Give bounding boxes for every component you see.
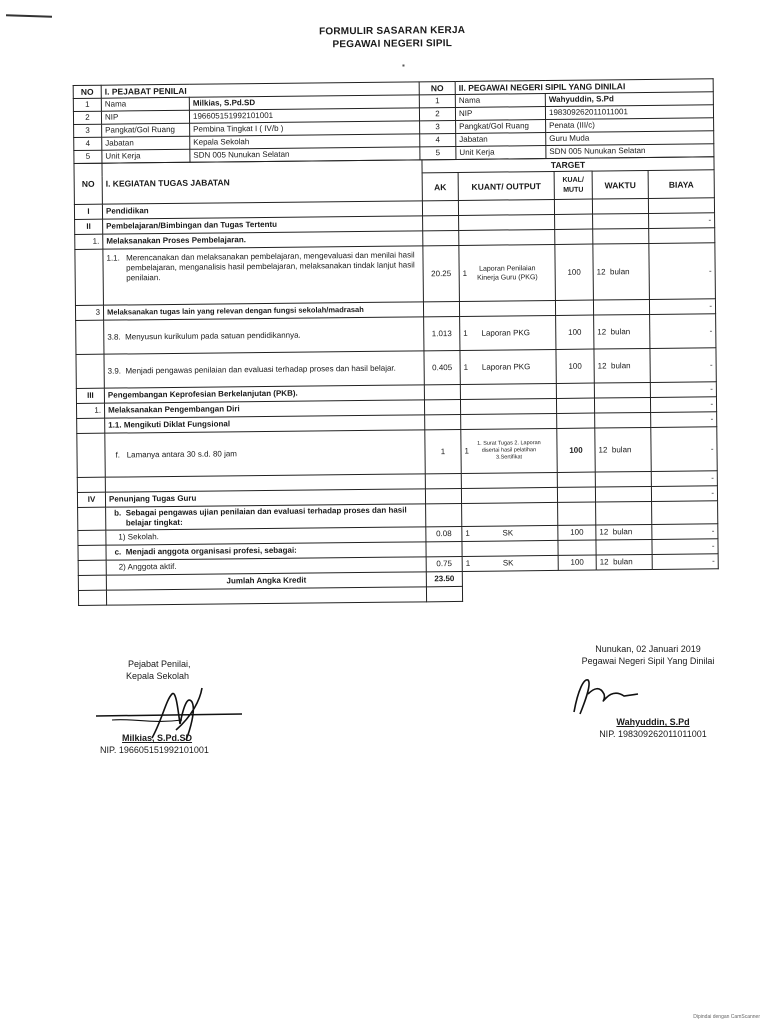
output-value: Laporan PKG bbox=[481, 361, 531, 372]
target-header: TARGET bbox=[422, 157, 714, 173]
kual-cell bbox=[556, 383, 594, 398]
kuant-cell bbox=[459, 300, 555, 316]
ak-cell bbox=[423, 215, 459, 230]
kuant-value: 1 bbox=[464, 446, 470, 456]
waktu-cell bbox=[593, 213, 649, 229]
kual-cell bbox=[555, 214, 593, 229]
waktu-cell bbox=[596, 501, 652, 525]
pejabat-row-label: Pangkat/Gol Ruang bbox=[102, 123, 190, 137]
output-value: SK bbox=[502, 558, 514, 568]
row-no bbox=[78, 560, 106, 575]
scan-mark bbox=[6, 14, 52, 18]
pejabat-row-label: Unit Kerja bbox=[102, 149, 190, 163]
ak-cell bbox=[424, 399, 460, 414]
biaya-cell: - bbox=[650, 314, 716, 349]
ak-cell bbox=[425, 488, 461, 503]
ak-header: AK bbox=[422, 172, 458, 200]
kual-cell bbox=[558, 502, 596, 525]
item-number: 3.8. bbox=[107, 332, 121, 342]
ak-cell bbox=[423, 230, 459, 245]
signature-right-scribble bbox=[560, 670, 650, 720]
ak-cell: 20.25 bbox=[423, 245, 460, 301]
output-value: Laporan Penilaian Kinerja Guru (PKG) bbox=[477, 264, 538, 282]
biaya-cell: - bbox=[649, 243, 716, 300]
waktu-unit: bulan bbox=[612, 557, 633, 567]
form-title bbox=[72, 21, 712, 54]
row-no bbox=[75, 249, 104, 305]
waktu-cell bbox=[594, 348, 650, 383]
empty-cell bbox=[652, 569, 718, 585]
left-sig-line1: Pejabat Penilai, bbox=[128, 659, 191, 669]
pejabat-no-header: NO bbox=[73, 85, 101, 98]
empty-cell bbox=[558, 570, 596, 585]
item-description: Menjadi pengawas penilaian dan evaluasi terhadap proses dan hasil belajar. bbox=[125, 363, 396, 375]
item-description: Menjadi anggota organisasi profesi, sebagai: bbox=[125, 545, 297, 557]
kuant-cell bbox=[459, 244, 556, 301]
waktu-cell bbox=[595, 412, 651, 428]
kual-cell: 100 bbox=[556, 349, 594, 383]
kuant-value: 1 bbox=[463, 362, 469, 372]
signature-block-left-name bbox=[100, 732, 320, 756]
kuant-value: 1 bbox=[465, 558, 471, 568]
pejabat-row-label: NIP bbox=[101, 110, 189, 124]
title-line-2: PEGAWAI NEGERI SIPIL bbox=[332, 38, 453, 51]
biaya-cell: - bbox=[651, 427, 718, 472]
kuant-value: 1 bbox=[462, 268, 468, 278]
kuant-cell bbox=[461, 487, 557, 503]
biaya-cell: - bbox=[650, 382, 716, 398]
kual-cell: 100 bbox=[558, 555, 596, 570]
pegawai-row-label: Nama bbox=[455, 94, 545, 108]
empty-cell bbox=[462, 570, 558, 586]
right-place-date: Nunukan, 02 Januari 2019 bbox=[595, 644, 701, 654]
waktu-header: WAKTU bbox=[592, 170, 648, 199]
row-text: Penunjang Tugas Guru bbox=[105, 489, 425, 507]
ak-cell bbox=[425, 473, 461, 488]
item-description: Lamanya antara 30 s.d. 80 jam bbox=[126, 448, 237, 459]
kuant-cell bbox=[462, 540, 558, 556]
row-no: 1. bbox=[76, 403, 104, 418]
pegawai-row-value: Penata (III/c) bbox=[546, 118, 714, 133]
right-signer-nip: NIP. 198309262011011001 bbox=[599, 729, 707, 739]
activity-table bbox=[73, 156, 719, 606]
pejabat-row-value: Kepala Sekolah bbox=[190, 134, 420, 149]
pejabat-row-value: Milkias, S.Pd.SD bbox=[189, 95, 419, 110]
item-description: Menyusun kurikulum pada satuan pendidikannya. bbox=[125, 330, 301, 341]
empty-cell bbox=[596, 584, 652, 600]
row-no bbox=[77, 418, 105, 433]
row-no: III bbox=[76, 388, 104, 403]
waktu-cell bbox=[593, 243, 650, 300]
waktu-cell bbox=[596, 539, 652, 555]
kuant-cell bbox=[458, 199, 554, 215]
waktu-cell bbox=[592, 198, 648, 214]
kuant-cell bbox=[460, 315, 556, 350]
waktu-number: 12 bbox=[596, 266, 606, 277]
row-no bbox=[78, 545, 106, 560]
title-line-1: FORMULIR SASARAN KERJA bbox=[319, 24, 466, 38]
biaya-cell bbox=[648, 198, 714, 214]
document-sheet bbox=[72, 15, 718, 606]
waktu-cell bbox=[595, 471, 651, 487]
total-label: Jumlah Angka Kredit bbox=[106, 572, 426, 590]
kual-cell bbox=[555, 300, 593, 315]
row-no bbox=[77, 477, 105, 492]
waktu-cell bbox=[594, 314, 650, 349]
waktu-cell bbox=[594, 397, 650, 413]
identity-table bbox=[73, 78, 715, 164]
right-signer-name: Wahyuddin, S.Pd bbox=[616, 717, 690, 727]
row-no bbox=[78, 507, 106, 530]
pegawai-row-value: SDN 005 Nunukan Selatan bbox=[546, 144, 714, 159]
ak-cell: 0.75 bbox=[426, 556, 462, 571]
ak-cell bbox=[426, 503, 462, 526]
waktu-cell bbox=[595, 486, 651, 502]
waktu-number: 12 bbox=[599, 557, 609, 567]
kuant-value: 1 bbox=[465, 528, 470, 538]
biaya-cell: - bbox=[652, 524, 718, 540]
kuant-value: 1 bbox=[463, 328, 468, 338]
kual-cell bbox=[554, 199, 592, 214]
waktu-cell bbox=[593, 228, 649, 244]
ak-cell bbox=[425, 414, 461, 429]
total-ak: 23.50 bbox=[426, 571, 462, 586]
activity-no-header: NO bbox=[74, 163, 102, 204]
row-text: 2) Anggota aktif. bbox=[106, 557, 426, 575]
waktu-number: 12 bbox=[597, 326, 607, 337]
waktu-unit: bulan bbox=[610, 326, 631, 336]
biaya-cell: - bbox=[649, 213, 715, 229]
biaya-cell: - bbox=[651, 412, 717, 428]
pejabat-row-value: 196605151992101001 bbox=[189, 108, 419, 123]
biaya-cell: - bbox=[650, 348, 716, 383]
output-value: Laporan PKG bbox=[481, 327, 531, 338]
item-description: Sebagai pengawas ujian penilaian dan evaluasi terhadap proses dan hasil belajar tingkat: bbox=[125, 505, 407, 528]
ak-cell: 1.013 bbox=[424, 316, 460, 350]
kuant-header: KUANT/ OUTPUT bbox=[458, 171, 554, 200]
speck bbox=[402, 65, 404, 67]
item-number: b. bbox=[114, 508, 122, 518]
scanner-watermark: Dipindai dengan CamScanner bbox=[693, 1014, 760, 1020]
row-text: Pembelajaran/Bimbingan dan Tugas Tertentu bbox=[103, 216, 423, 234]
kual-cell: 100 bbox=[558, 525, 596, 540]
row-no: IV bbox=[77, 492, 105, 507]
kual-cell: 100 bbox=[556, 315, 594, 349]
kuant-cell bbox=[462, 525, 558, 541]
item-b-text bbox=[106, 504, 426, 530]
biaya-cell: - bbox=[650, 397, 716, 413]
item-3-9-text bbox=[104, 351, 424, 388]
pejabat-row-value: SDN 005 Nunukan Selatan bbox=[190, 147, 420, 162]
pegawai-row-no: 2 bbox=[419, 107, 455, 120]
pejabat-row-no: 4 bbox=[74, 137, 102, 150]
row-no bbox=[77, 433, 105, 477]
pejabat-header: I. PEJABAT PENILAI bbox=[101, 82, 419, 98]
row-no: 3 bbox=[75, 305, 103, 320]
waktu-unit: bulan bbox=[612, 527, 633, 537]
waktu-number: 12 bbox=[599, 527, 609, 537]
pejabat-row-value: Pembina Tingkat I ( IV/b ) bbox=[190, 121, 420, 136]
activity-item-row bbox=[75, 243, 716, 306]
pegawai-row-label: Unit Kerja bbox=[456, 146, 546, 160]
waktu-cell bbox=[596, 554, 652, 570]
kual-cell bbox=[556, 398, 594, 413]
kual-cell bbox=[557, 413, 595, 428]
row-text: Melaksanakan Pengembangan Diri bbox=[104, 400, 424, 418]
signature-block-right-name bbox=[548, 716, 758, 740]
item-number: f. bbox=[115, 450, 121, 460]
item-1-1-text bbox=[103, 246, 424, 305]
activity-item-row bbox=[77, 427, 717, 478]
row-no: I bbox=[74, 204, 102, 219]
item-3-8-text bbox=[104, 317, 424, 354]
pejabat-row-no: 1 bbox=[73, 98, 101, 111]
left-sig-line2: Kepala Sekolah bbox=[126, 671, 190, 681]
pegawai-row-no: 5 bbox=[420, 146, 456, 159]
pegawai-row-no: 1 bbox=[419, 94, 455, 107]
left-signer-nip: NIP. 196605151992101001 bbox=[100, 745, 209, 755]
row-text: Pendidikan bbox=[102, 201, 422, 219]
row-no bbox=[78, 575, 106, 590]
pegawai-no-header: NO bbox=[419, 81, 455, 94]
kual-cell bbox=[557, 472, 595, 487]
signature-block-left bbox=[120, 658, 320, 682]
pejabat-row-no: 2 bbox=[73, 111, 101, 124]
output-value: SK bbox=[502, 528, 514, 538]
waktu-cell bbox=[593, 299, 649, 315]
biaya-cell: - bbox=[651, 486, 717, 502]
kuant-cell bbox=[460, 398, 556, 414]
ak-cell: 0.405 bbox=[424, 350, 460, 384]
ak-cell bbox=[422, 200, 458, 215]
kuant-cell bbox=[459, 214, 555, 230]
item-f-text bbox=[105, 430, 425, 477]
waktu-unit: bulan bbox=[610, 360, 631, 370]
ak-cell: 1 bbox=[425, 429, 461, 473]
kual-cell: 100 bbox=[557, 428, 595, 472]
pegawai-row-value: Guru Muda bbox=[546, 131, 714, 146]
pegawai-row-value: 198309262011011001 bbox=[545, 105, 713, 120]
biaya-cell: - bbox=[652, 554, 718, 570]
row-no: 1. bbox=[75, 234, 103, 249]
pegawai-row-label: Jabatan bbox=[456, 133, 546, 147]
pegawai-row-no: 4 bbox=[420, 133, 456, 146]
kuant-cell bbox=[460, 383, 556, 399]
output-value: 1. Surat Tugas 2. Laporan disertai hasil pelatihan 3.Sertifikat bbox=[477, 440, 541, 461]
row-no bbox=[76, 354, 104, 388]
biaya-cell: - bbox=[652, 539, 718, 555]
row-text: 1.1. Mengikuti Diklat Fungsional bbox=[105, 415, 425, 433]
row-text bbox=[106, 587, 426, 605]
pegawai-header: II. PEGAWAI NEGERI SIPIL YANG DINILAI bbox=[455, 79, 713, 95]
row-no bbox=[78, 530, 106, 545]
ak-cell bbox=[426, 586, 462, 601]
biaya-cell bbox=[652, 501, 718, 525]
pejabat-row-no: 3 bbox=[74, 124, 102, 137]
row-no: II bbox=[75, 219, 103, 234]
item-number: 1.1. bbox=[106, 253, 120, 263]
kuant-cell bbox=[462, 502, 558, 526]
kuant-cell bbox=[462, 555, 558, 571]
waktu-cell bbox=[595, 427, 651, 472]
empty-cell bbox=[558, 585, 596, 600]
waktu-cell bbox=[596, 524, 652, 540]
row-no bbox=[76, 320, 104, 354]
kual-cell: 100 bbox=[555, 244, 594, 300]
right-sig-line2: Pegawai Negeri Sipil Yang Dinilai bbox=[581, 656, 715, 666]
kuant-cell bbox=[460, 349, 556, 384]
activity-header: I. KEGIATAN TUGAS JABATAN bbox=[102, 160, 422, 204]
biaya-cell: - bbox=[649, 299, 715, 315]
waktu-unit: bulan bbox=[611, 444, 632, 454]
row-no bbox=[78, 590, 106, 605]
kuant-cell bbox=[461, 413, 557, 429]
item-number: c. bbox=[114, 547, 122, 557]
ak-cell bbox=[423, 301, 459, 316]
pejabat-row-label: Nama bbox=[101, 97, 189, 111]
pegawai-row-label: Pangkat/Gol Ruang bbox=[456, 120, 546, 134]
empty-cell bbox=[652, 584, 718, 600]
row-text: Pengembangan Keprofesian Berkelanjutan (PKB). bbox=[104, 385, 424, 403]
waktu-number: 12 bbox=[597, 360, 607, 371]
row-text: 1) Sekolah. bbox=[106, 527, 426, 545]
pegawai-row-label: NIP bbox=[455, 107, 545, 121]
pegawai-row-value: Wahyuddin, S.Pd bbox=[545, 92, 713, 107]
kual-cell bbox=[557, 487, 595, 502]
biaya-header: BIAYA bbox=[648, 170, 714, 199]
pejabat-row-no: 5 bbox=[74, 150, 102, 163]
left-signer-name: Milkias, S.Pd.SD bbox=[122, 733, 193, 743]
biaya-cell: - bbox=[651, 471, 717, 487]
empty-cell bbox=[462, 585, 558, 601]
signature-block-right bbox=[538, 643, 758, 667]
ak-cell bbox=[424, 384, 460, 399]
ak-cell bbox=[426, 541, 462, 556]
pegawai-row-no: 3 bbox=[420, 120, 456, 133]
kual-header: KUAL/ MUTU bbox=[554, 171, 592, 199]
pejabat-row-label: Jabatan bbox=[102, 136, 190, 150]
row-text: Melaksanakan tugas lain yang relevan dengan fungsi sekolah/madrasah bbox=[103, 302, 423, 320]
item-description: Merencanakan dan melaksanakan pembelajaran, mengevaluasi dan menilai hasil pembelajaran, menganalisis hasil pembelajaran, melaksanakan tindak lanjut hasil penilaian. bbox=[126, 250, 415, 283]
waktu-number: 12 bbox=[598, 444, 608, 455]
waktu-unit: bulan bbox=[609, 266, 630, 276]
kual-cell bbox=[558, 540, 596, 555]
ak-cell: 0.08 bbox=[426, 526, 462, 541]
kuant-cell bbox=[461, 472, 557, 488]
item-number: 3.9. bbox=[107, 366, 122, 376]
biaya-cell bbox=[649, 228, 715, 244]
row-text: Melaksanakan Proses Pembelajaran. bbox=[103, 231, 423, 249]
kuant-cell bbox=[461, 428, 557, 473]
empty-cell bbox=[596, 569, 652, 585]
waktu-cell bbox=[594, 382, 650, 398]
kuant-cell bbox=[459, 229, 555, 245]
kual-cell bbox=[555, 229, 593, 244]
